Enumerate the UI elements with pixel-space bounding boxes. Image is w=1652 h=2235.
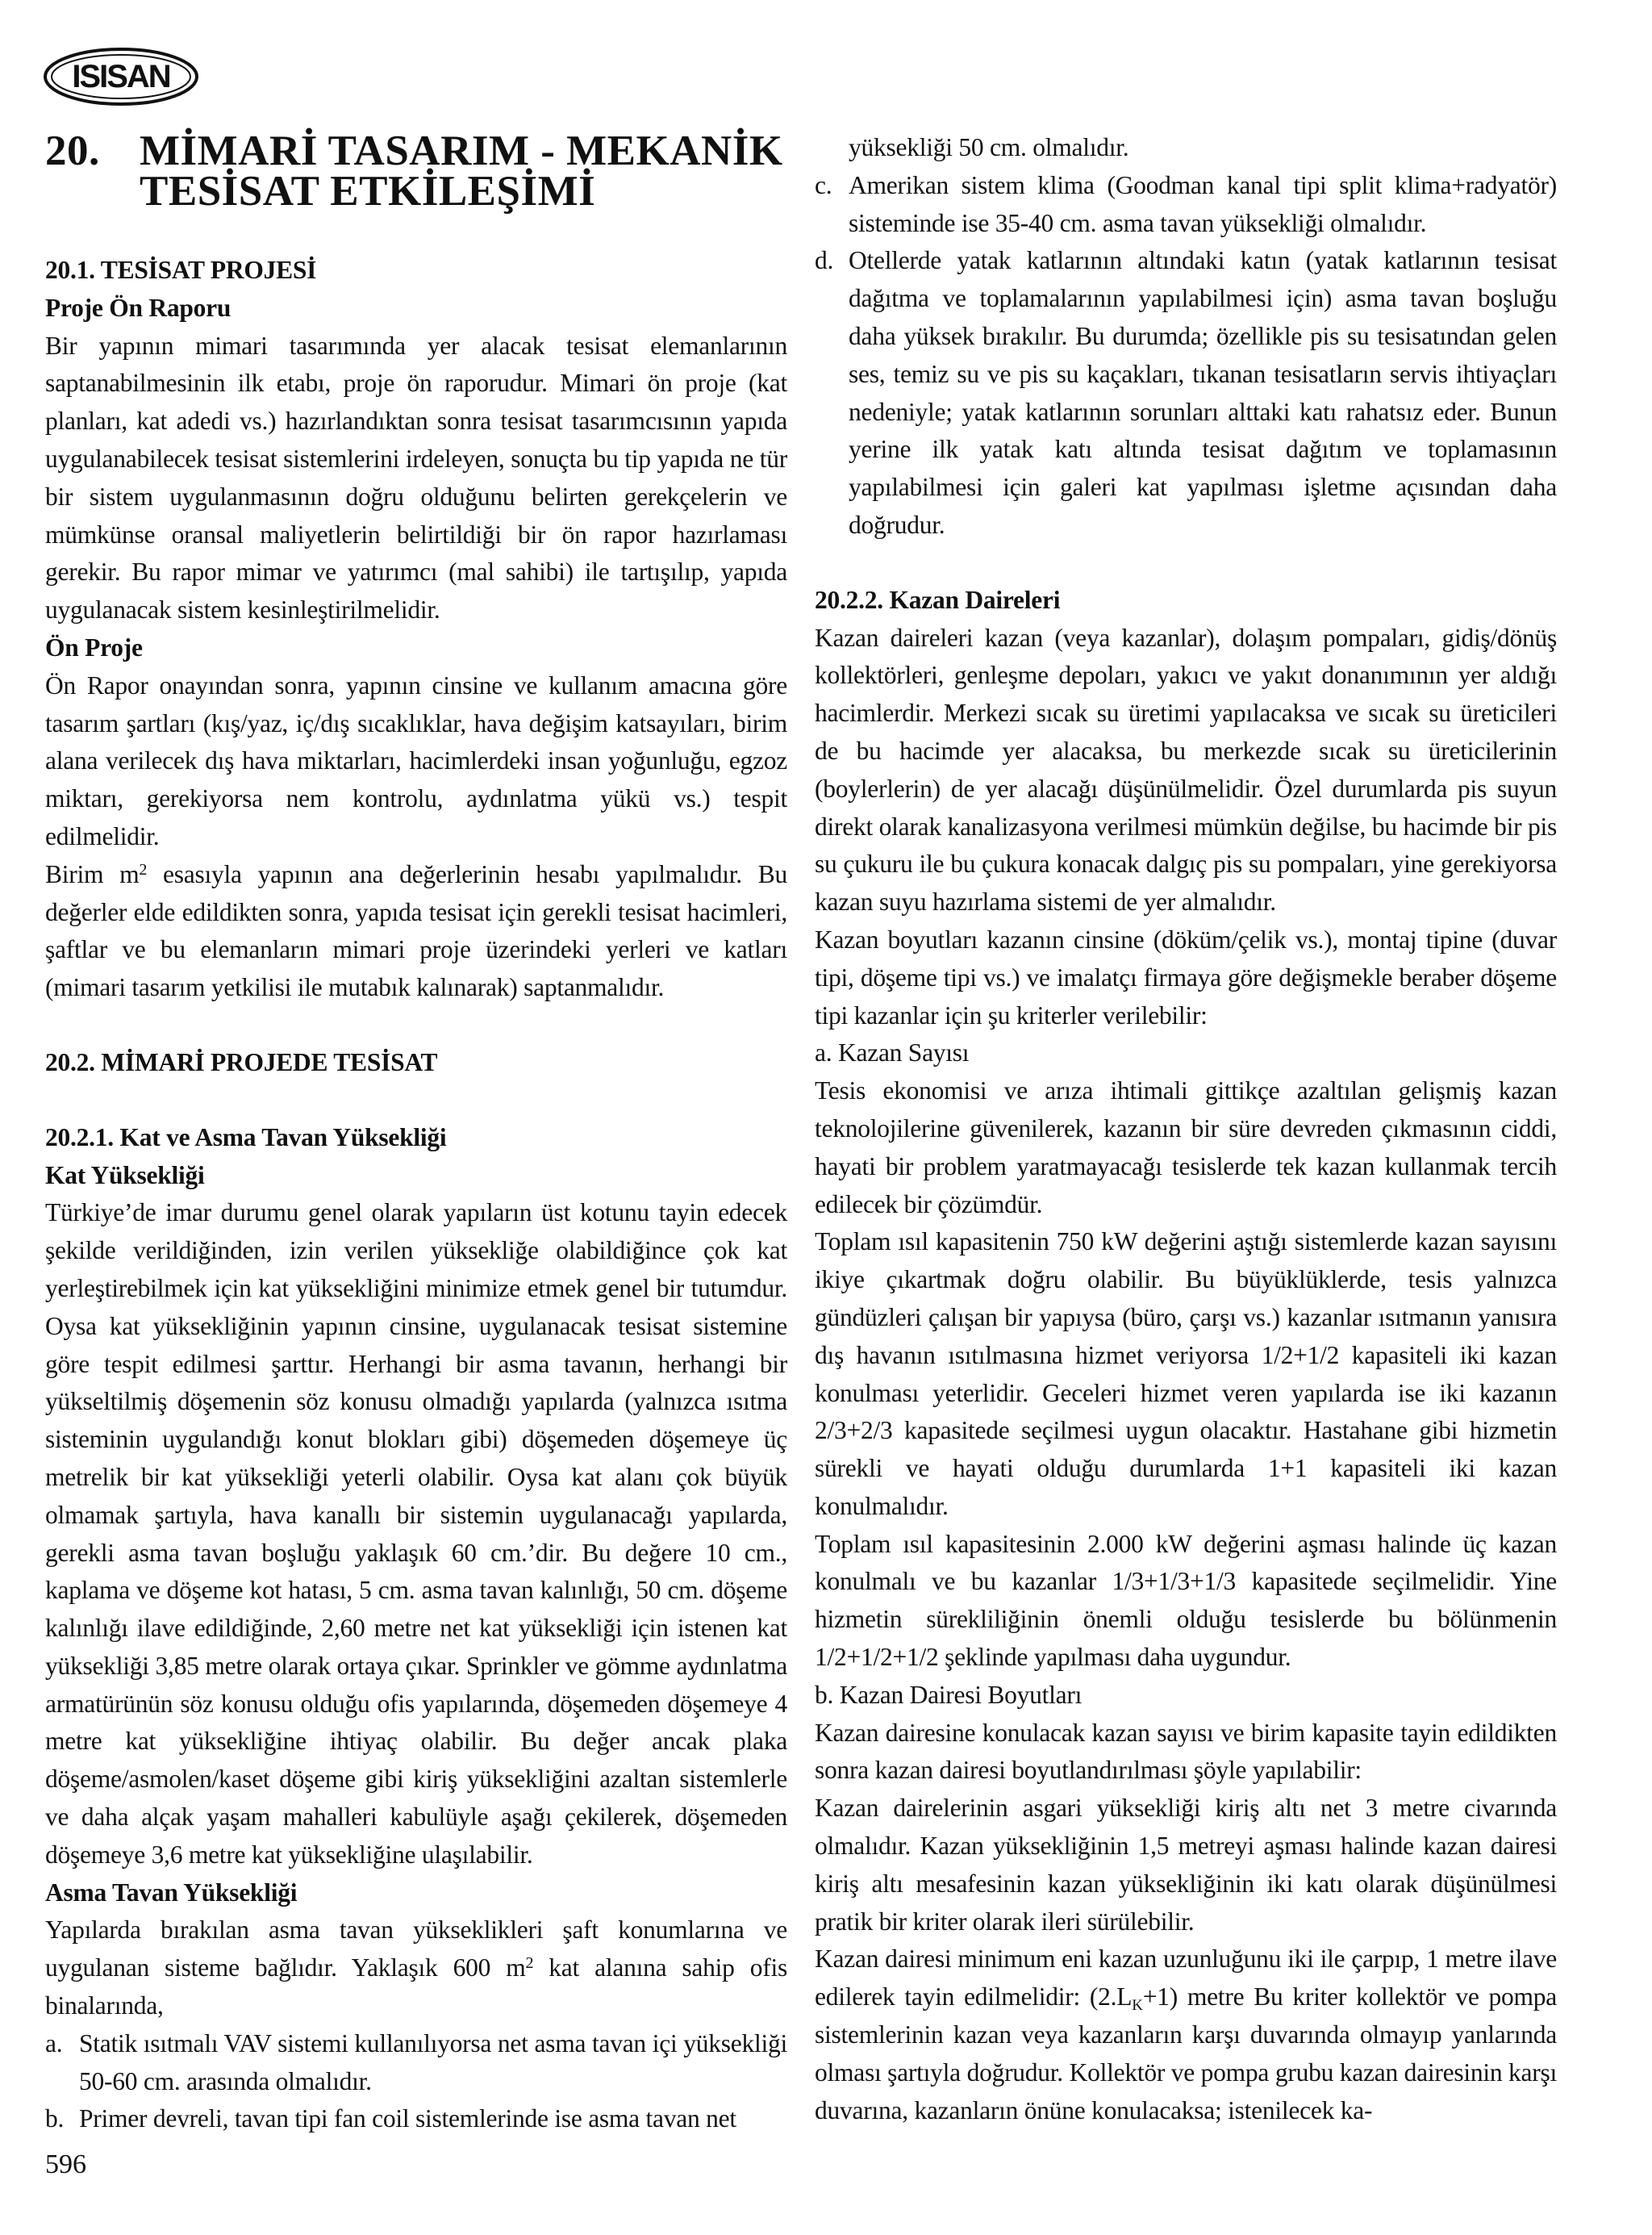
chapter-title xyxy=(45,127,787,215)
list-text: Otellerde yatak katlarının altındaki katın (yatak katlarının tesisat dağıtma ve toplamalarının yapılabilmesi için) asma tavan boşluğu daha yüksek bırakılır. Bu durumda; özellikle pis su tesisatından gelen ses, temiz su ve pis su kaçakları, tıkanan tesisatların servis ihtiyaçları nedeniyle; yatak katlarının sorunları alttaki katı rahatsız eder. Bunun yerine ilk yatak katı altında tesisat dağıtım ve toplamasının yapılabilmesi için galeri kat yapılması işletme açısından daha doğrudur. xyxy=(849,246,1557,539)
subheading-asma-tavan: Asma Tavan Yüksekliği xyxy=(45,1878,298,1907)
subheading-kazan-sayisi: a. Kazan Sayısı xyxy=(815,1038,970,1067)
subscript: K xyxy=(1132,1997,1143,2015)
paragraph: Toplam ısıl kapasitenin 750 kW değerini aştığı sistemlerde kazan sayısını ikiye çıkartmak doğru olabilir. Bu büyüklüklerde, tesis yalnızca gündüzleri çalışan bir yapıysa (büro, çarşı vs.) kazanlar ısıtmanın yanısıra dış havanın ısıtılmasına hizmet veriyorsa 1/2+1/2 kapasiteli iki kazan konulması yeterlidir. Geceleri hizmet veren yapılarda ise iki kazanın 2/3+2/3 kapasitede seçilmesi uygun olacaktır. Hastahane gibi hizmetin sürekli ve hayati olduğu durumlarda 1+1 kapasiteli iki kazan konulmalıdır. xyxy=(815,1227,1557,1520)
superscript: 2 xyxy=(139,860,148,879)
list-text: Statik ısıtmalı VAV sistemi kullanılıyorsa net asma tavan içi yüksekliği 50-60 cm. arasında olmalıdır. xyxy=(79,2028,787,2095)
list-marker: b. xyxy=(45,2104,65,2133)
left-column xyxy=(45,127,787,2138)
section-heading-20-2: 20.2. MİMARİ PROJEDE TESİSAT xyxy=(45,1047,438,1076)
list-marker: a. xyxy=(45,2028,63,2057)
right-column xyxy=(815,129,1557,2129)
list-marker: d. xyxy=(815,246,834,275)
page-number: 596 xyxy=(45,2149,86,2179)
list-item xyxy=(815,242,1557,544)
section-heading-20-2-1: 20.2.1. Kat ve Asma Tavan Yüksekliği xyxy=(45,1122,447,1151)
paragraph: Türkiye’de imar durumu genel olarak yapıların üst kotunu tayin edecek şekilde verildiğinden, izin verilen yüksekliğe olabildiğince çok kat yerleştirebilmek için kat yüksekliğini minimize etmek genel bir tutumdur. Oysa kat yüksekliğinin yapının cinsine, uygulanacak tesisat sistemine göre tespit edilmesi şarttır. Herhangi bir asma tavanın, herhangi bir yükseltilmiş döşemenin söz konusu olmadığı yapılarda (yalnızca ısıtma sisteminin uygulandığı konut blokları gibi) döşemeden döşemeye üç metrelik bir kat yüksekliği yeterli olabilir. Oysa kat alanı çok büyük olmamak şartıyla, hava kanallı bir sistemin uygulanacağı yapılarda, gerekli asma tavan boşluğu yaklaşık 60 cm.’dir. Bu değere 10 cm., kaplama ve döşeme kot hatası, 5 cm. asma tavan kalınlığı, 50 cm. döşeme kalınlığı ilave edildiğinde, 2,60 metre net kat yüksekliği için istenen kat yüksekliği 3,85 metre olarak ortaya çıkar. Sprinkler ve gömme aydınlatma armatürünün söz konusu olduğu ofis yapılarında, döşemeden döşemeye 4 metre kat yüksekliğine ihtiyaç olabilir. Bu değer ancak plaka döşeme/asmolen/kaset döşeme gibi kiriş yüksekliğini azaltan sistemlerle ve daha alçak yaşam mahalleri kabulüyle aşağı çekilerek, döşemeden döşemeye 3,6 metre kat yüksekliğine ulaşılabilir. xyxy=(45,1198,787,1869)
subheading-proje-on-raporu: Proje Ön Raporu xyxy=(45,293,232,322)
subheading-kat-yuksekligi: Kat Yüksekliği xyxy=(45,1160,205,1189)
logo-wordmark: ISISAN xyxy=(72,59,170,94)
list-continuation: yüksekliği 50 cm. olmalıdır. xyxy=(849,133,1129,161)
text-run: Kazan dairesi minimum eni kazan uzunluğunu iki ile çarpıp, 1 metre ilave edilerek tayin edilmelidir: (2.L xyxy=(815,1945,1557,2012)
isisan-logo xyxy=(42,47,200,107)
text-run: +1) metre Bu kriter kollektör ve pompa sistemlerinin kazan veya kazanların karşı duvarında olmayıp yanlarında olması şartıyla doğrudur. Kollektör ve pompa grubu kazan dairesinin karşı duvarına, kazanların önüne konulacaksa; istenilecek ka- xyxy=(815,1982,1558,2124)
paragraph: Kazan daireleri kazan (veya kazanlar), dolaşım pompaları, gidiş/dönüş kollektörleri, genleşme depoları, yakıcı ve yakıt donanımının yer aldığı hacimlerdir. Merkezi sıcak su üretimi yapılacaksa ve sıcak su üreticileri de bu hacimde yer alacaksa, bu merkezde sıcak su üreticilerinin (boylerlerin) de yer alacağı düşünülmelidir. Özel durumlarda pis suyun direkt olarak kanalizasyona verilmesi mümkün değilse, bu hacimde bir pis su çukuru ile bu çukura konacak dalgıç pis su pompaları, yine gerekiyorsa kazan suyu hazırlama sistemi de yer almalıdır. xyxy=(815,623,1557,917)
list-marker: c. xyxy=(815,170,832,199)
paragraph: Kazan dairesine konulacak kazan sayısı ve birim kapasite tayin edildikten sonra kazan dairesi boyutlandırılması şöyle yapılabilir: xyxy=(815,1718,1557,1785)
section-heading-20-1: 20.1. TESİSAT PROJESİ xyxy=(45,256,317,284)
list-item xyxy=(815,167,1557,243)
paragraph xyxy=(45,856,787,1007)
subheading-kazan-dairesi-boyutlari: b. Kazan Dairesi Boyutları xyxy=(815,1680,1083,1709)
paragraph xyxy=(815,1940,1557,2129)
list-item xyxy=(45,2100,787,2138)
text-run: Birim m xyxy=(45,859,140,888)
text-run: Yapılarda bırakılan asma tavan yükseklikleri şaft konumlarına ve uygulanan sisteme bağlıdır. Yaklaşık 600 m xyxy=(45,1915,787,1982)
paragraph xyxy=(45,1911,787,2024)
paragraph: Ön Rapor onayından sonra, yapının cinsine ve kullanım amacına göre tasarım şartları (kış/yaz, iç/dış sıcaklıklar, hava değişim katsayıları, birim alana verilecek dış hava miktarları, hacimlerdeki insan yoğunluğu, egzoz miktarı, gerekiyorsa nem kontrolu, aydınlatma yükü vs.) tespit edilmelidir. xyxy=(45,670,787,850)
chapter-title-line1: MİMARİ TASARIM - MEKANİK xyxy=(140,127,783,174)
list-item xyxy=(45,2025,787,2101)
paragraph: Toplam ısıl kapasitesinin 2.000 kW değerini aşması halinde üç kazan konulmalı ve bu kazanlar 1/3+1/3+1/3 kapasitede seçilmelidir. Yine hizmetin sürekliliğinin önemli olduğu tesislerde bu bölünmenin 1/2+1/2+1/2 şeklinde yapılması daha uygundur. xyxy=(815,1529,1557,1672)
superscript: 2 xyxy=(525,1954,534,1973)
section-heading-20-2-2: 20.2.2. Kazan Daireleri xyxy=(815,585,1061,614)
text-run: kat alanına sahip ofis binalarında, xyxy=(45,1953,788,2020)
paragraph: Kazan dairelerinin asgari yüksekliği kiriş altı net 3 metre civarında olmalıdır. Kazan yüksekliğinin 1,5 metreyi aşması halinde kazan dairesi kiriş altı mesafesinin kazan yüksekliğinin iki katı olarak düşünülmesi pratik bir kriter olarak ileri sürülebilir. xyxy=(815,1794,1557,1936)
list-text: Primer devreli, tavan tipi fan coil sistemlerinde ise asma tavan net xyxy=(79,2104,736,2133)
paragraph: Bir yapının mimari tasarımında yer alacak tesisat elemanlarının saptanabilmesinin ilk etabı, proje ön raporudur. Mimari ön proje (kat planları, kat adedi vs.) hazırlandıktan sonra tesisat tasarımcısının yapıda uygulanabilecek tesisat sistemlerini irdeleyen, sonuçta bu tip yapıda ne tür bir sistem uygulanmasının doğru olduğunu belirten gerekçelerin ve mümkünse oransal maliyetlerin belirtildiği bir ön rapor hazırlaması gerekir. Bu rapor mimar ve yatırımcı (mal sahibi) ile tartışılıp, yapıda uygulanacak sistem kesinleştirilmelidir. xyxy=(45,331,787,625)
chapter-title-line2: TESİSAT ETKİLEŞİMİ xyxy=(140,168,596,215)
paragraph: Tesis ekonomisi ve arıza ihtimali gittikçe azaltılan gelişmiş kazan teknolojilerine güvenilerek, kazanın bir süre devreden çıkmasının ciddi, hayati bir problem yaratmayacağı tesislerde tek kazan kullanmak tercih edilecek bir çözümdür. xyxy=(815,1076,1557,1218)
list-text: Amerikan sistem klima (Goodman kanal tipi split klima+radyatör) sisteminde ise 35-40 cm. asma tavan yüksekliği olmalıdır. xyxy=(849,170,1557,237)
logo-icon xyxy=(42,47,200,107)
text-run: esasıyla yapının ana değerlerinin hesabı yapılmalıdır. Bu değerler elde edildikten sonra, yapıda tesisat için gerekli tesisat hacimleri, şaftlar ve bu elemanların mimari proje üzerindeki yerleri ve katları (mimari tasarım yetkilisi ile mutabık kalınarak) saptanmalıdır. xyxy=(45,859,787,1002)
paragraph: Kazan boyutları kazanın cinsine (döküm/çelik vs.), montaj tipine (duvar tipi, döşeme tipi vs.) ve imalatçı firmaya göre değişmekle beraber döşeme tipi kazanlar için şu kriterler verilebilir: xyxy=(815,925,1557,1030)
subheading-on-proje: Ön Proje xyxy=(45,633,143,662)
chapter-number: 20. xyxy=(45,127,100,174)
